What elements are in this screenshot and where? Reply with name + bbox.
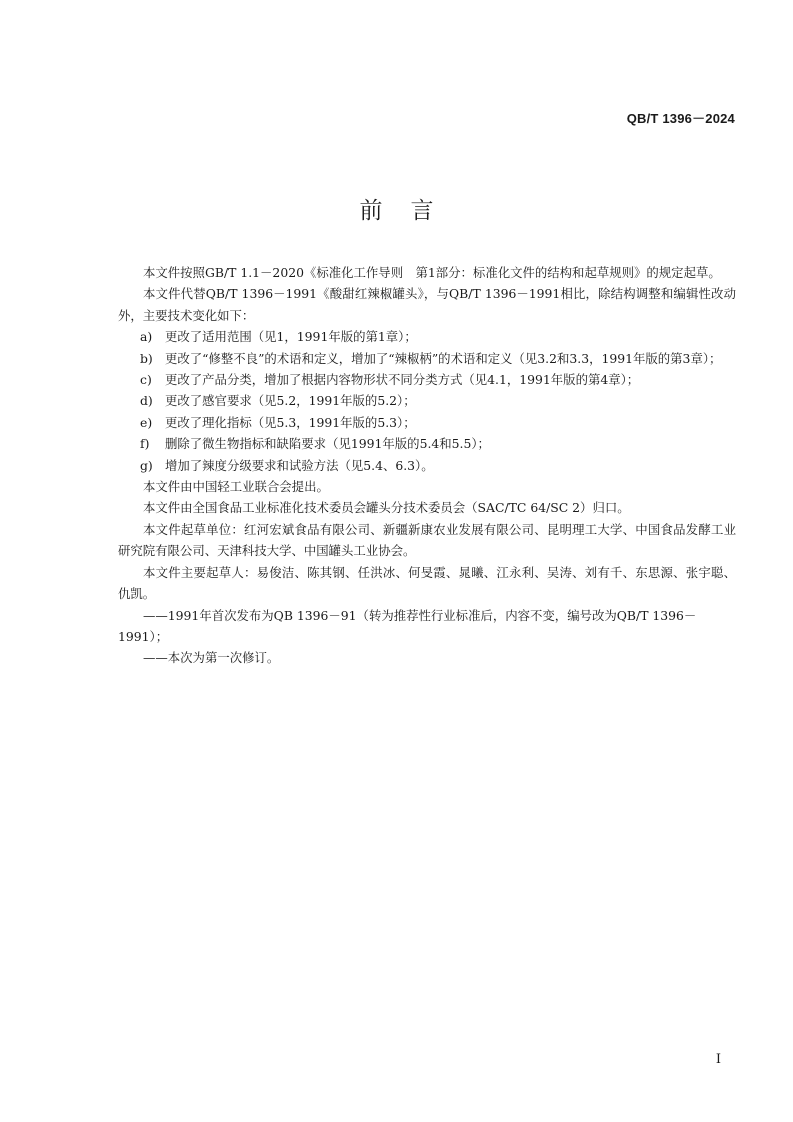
- change-item: [118, 390, 736, 411]
- change-item: [118, 412, 736, 433]
- change-item-text: 更改了感官要求（见5.2，1991年版的5.2）；: [165, 393, 416, 409]
- change-item: [118, 326, 736, 347]
- change-item: [118, 369, 736, 390]
- change-item-text: 增加了辣度分级要求和试验方法（见5.4、6.3）。: [165, 457, 434, 473]
- paragraph-proposed-by: 本文件由中国轻工业联合会提出。: [143, 479, 329, 495]
- change-item-label: d): [140, 393, 153, 409]
- paragraph-managed-by: 本文件由全国食品工业标准化技术委员会罐头分技术委员会（SAC/TC 64/SC 2）归口。: [143, 500, 630, 516]
- change-item-text: 更改了“修整不良”的术语和定义，增加了“辣椒柄”的术语和定义（见3.2和3.3，1991年版的第3章）；: [165, 350, 722, 366]
- change-item-text: 删除了微生物指标和缺陷要求（见1991年版的5.4和5.5）；: [165, 436, 490, 452]
- history-item: ——本次为第一次修订。: [143, 650, 280, 666]
- change-item-label: b): [140, 350, 153, 366]
- page-title-char: 前: [359, 198, 383, 224]
- change-item-label: f): [140, 436, 150, 452]
- change-item: [118, 433, 736, 454]
- paragraph-drafters: 本文件主要起草人：易俊洁、陈其钢、任洪冰、何旻霞、晁曦、江永利、吴涛、刘有千、东思源、张宇聪、仇凯。: [118, 564, 736, 602]
- standard-code: QB/T 1396－2024: [626, 111, 735, 126]
- change-item: [118, 348, 736, 369]
- foreword-body: [118, 262, 736, 669]
- change-item-text: 更改了适用范围（见1，1991年版的第1章）；: [165, 329, 417, 345]
- page-title-char: 言: [410, 198, 434, 224]
- change-item-text: 更改了产品分类，增加了根据内容物形状不同分类方式（见4.1，1991年版的第4章）；: [165, 372, 640, 388]
- change-item-label: a): [140, 329, 153, 345]
- paragraph-drafting-units: 本文件起草单位：红河宏斌食品有限公司、新疆新康农业发展有限公司、昆明理工大学、中国食品发酵工业研究院有限公司、天津科技大学、中国罐头工业协会。: [118, 521, 736, 559]
- change-item-label: g): [140, 457, 153, 473]
- change-item-text: 更改了理化指标（见5.3，1991年版的5.3）；: [165, 414, 416, 430]
- paragraph-drafting-rules: 本文件按照GB/T 1.1－2020《标准化工作导则 第1部分：标准化文件的结构和起草规则》的规定起草。: [143, 265, 721, 280]
- change-item-label: e): [140, 414, 153, 430]
- change-item-label: c): [140, 372, 152, 388]
- history-item: ——1991年首次发布为QB 1396－91（转为推荐性行业标准后，内容不变，编号改为QB/T 1396－1991）；: [118, 607, 697, 644]
- change-item: [118, 455, 736, 476]
- page-number: I: [715, 1052, 721, 1067]
- paragraph-replacement: 本文件代替QB/T 1396－1991《酸甜红辣椒罐头》，与QB/T 1396－1991相比，除结构调整和编辑性改动外，主要技术变化如下：: [118, 286, 736, 323]
- page-title: [0, 192, 793, 225]
